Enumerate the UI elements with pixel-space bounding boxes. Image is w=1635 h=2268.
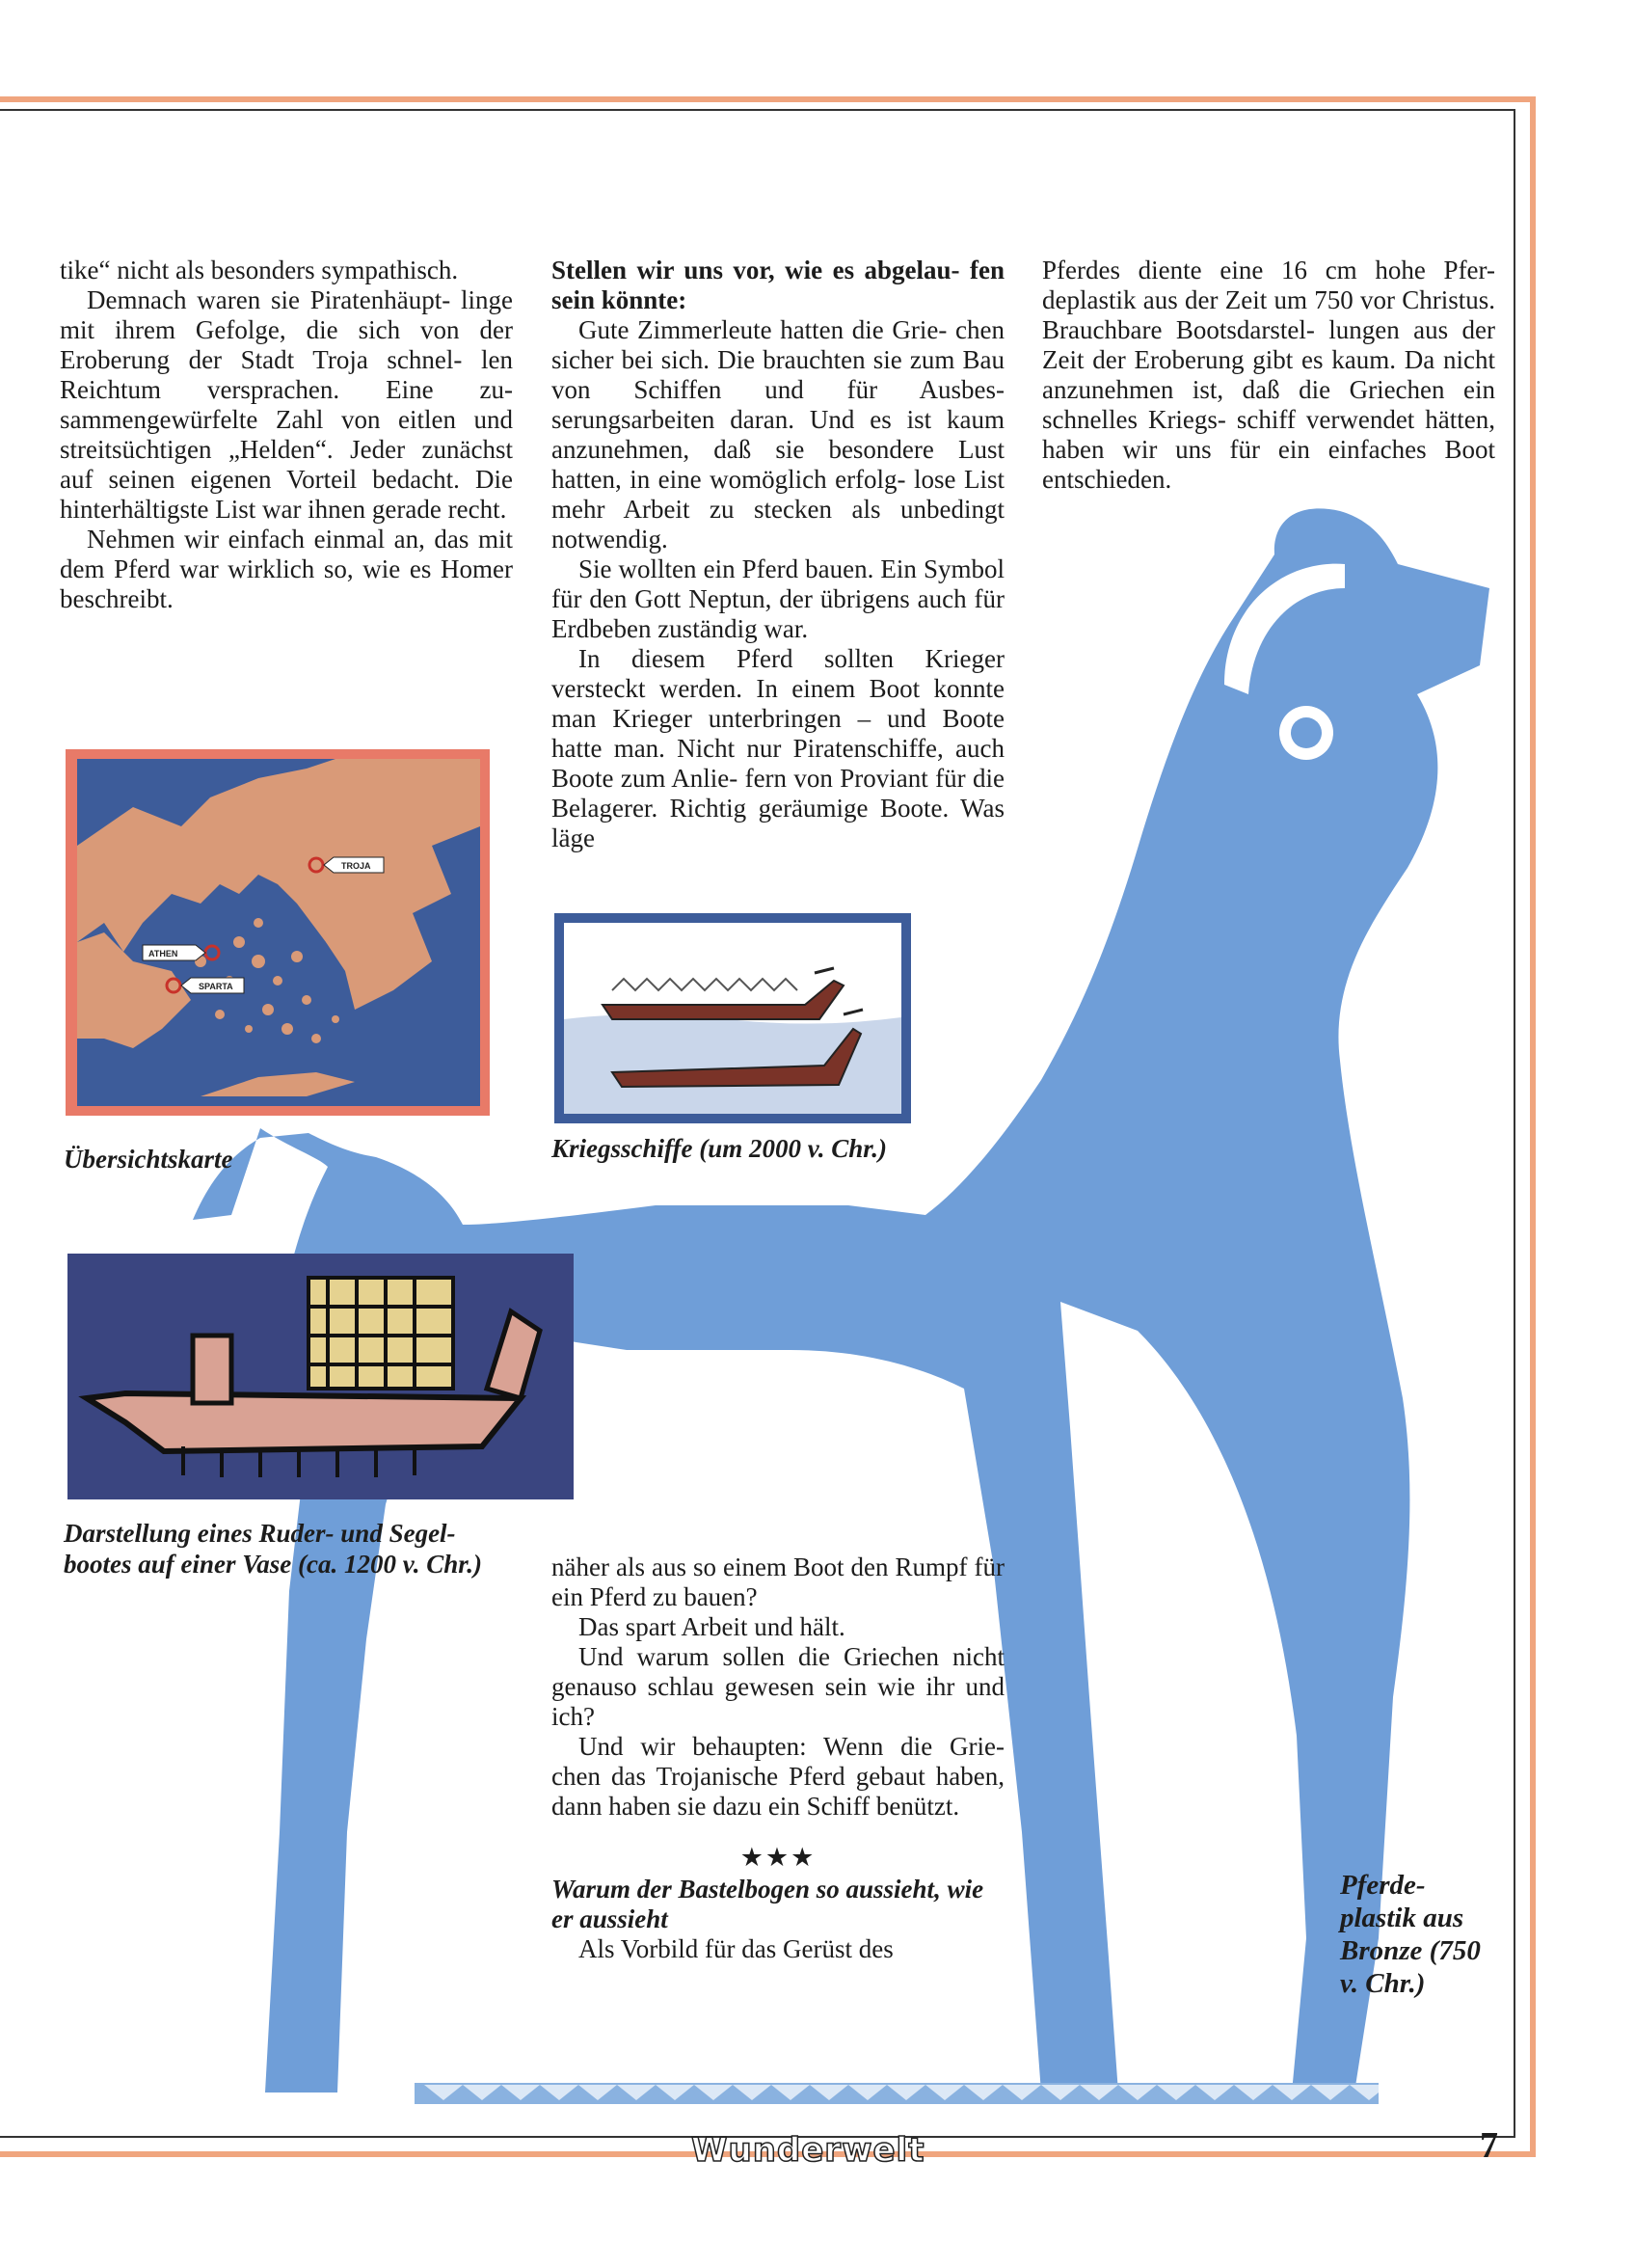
col2b-paragraph-5: Als Vorbild für das Gerüst des: [578, 1934, 894, 1963]
col1-paragraph-3: Nehmen wir einfach einmal an, das mit dem Pferd war wirklich so, wie es Homer beschreibt.: [60, 525, 513, 613]
column-2-text: [551, 256, 1005, 853]
map-figure: [66, 749, 490, 1116]
page-number: 7: [1480, 2125, 1498, 2166]
vase-ship-figure: [67, 1254, 574, 1499]
horse-caption: Pferde- plastik aus Bronze (750 v. Chr.): [1340, 1870, 1481, 1999]
wunderwelt-logo: Wunderwelt: [691, 2131, 925, 2170]
map-label-troja: TROJA: [341, 861, 371, 871]
col2-heading: Stellen wir uns vor, wie es abgelau- fen sein könnte:: [551, 256, 1005, 314]
col2b-paragraph-4: Und wir behaupten: Wenn die Grie- chen das Trojanische Pferd gebaut haben, dann haben sie dazu ein Schiff benützt.: [551, 1732, 1005, 1821]
warships-image: [554, 913, 911, 1123]
col3-paragraph-1: Pferdes diente eine 16 cm hohe Pfer- deplastik aus der Zeit um 750 vor Christus. Brauchbare Bootsdarstel- lungen aus der Zeit der Eroberung gibt es kaum. Da nicht anzunehmen ist, daß die Griechen ein schnelles Kriegs- schiff verwendet hätten, haben wir uns für ein einfaches Boot entschieden.: [1042, 256, 1495, 494]
col2b-paragraph-1: näher als aus so einem Boot den Rumpf für ein Pferd zu bauen?: [551, 1552, 1005, 1611]
column-1-text: [60, 256, 513, 614]
col2-paragraph-3: In diesem Pferd sollten Krieger versteckt werden. In einem Boot konnte man Krieger unterbringen – und Boote hatte man. Nicht nur Piratenschiffe, auch Boote zum Anlie- fern von Proviant für die Belagerer. Richtig geräumige Boote. Was läge: [551, 644, 1005, 852]
vase-ship-image: [67, 1254, 574, 1499]
map-label-sparta: SPARTA: [199, 982, 233, 991]
col2b-paragraph-3: Und warum sollen die Griechen nicht genauso schlau gewesen sein wie ihr und ich?: [551, 1642, 1005, 1731]
col2-paragraph-2: Sie wollten ein Pferd bauen. Ein Symbol für den Gott Neptun, der übrigens auch für Erdbeben zuständig war.: [551, 554, 1005, 643]
column-2b-text: [551, 1552, 1005, 1964]
col1-paragraph-1: tike“ nicht als besonders sympathisch.: [60, 256, 459, 284]
warships-figure: [554, 913, 911, 1123]
vase-ship-caption: Darstellung eines Ruder- und Segel- bootes auf einer Vase (ca. 1200 v. Chr.): [64, 1519, 482, 1579]
map-image: [66, 749, 490, 1116]
warships-caption: Kriegsschiffe (um 2000 v. Chr.): [551, 1134, 888, 1163]
column-3-text: [1042, 256, 1495, 495]
section-divider-stars: ★★★: [739, 1843, 817, 1872]
col2b-paragraph-2: Das spart Arbeit und hält.: [578, 1612, 845, 1641]
map-caption: Übersichtskarte: [64, 1145, 233, 1174]
col2-paragraph-1: Gute Zimmerleute hatten die Grie- chen sicher bei sich. Die brauchten sie zum Bau von Schiffen und für Ausbes- serungsarbeiten daran. Und es ist kaum anzunehmen, daß sie besondere Lust hatten, in eine womöglich erfolg- lose List mehr Arbeit zu stecken als unbedingt notwendig.: [551, 315, 1005, 554]
col2b-subheading: Warum der Bastelbogen so aussieht, wie er aussieht: [551, 1875, 984, 1933]
map-label-athen: ATHEN: [148, 949, 178, 958]
col1-paragraph-2: Demnach waren sie Piratenhäupt- linge mit ihrem Gefolge, die sich von der Eroberung der Stadt Troja schnel- len Reichtum versprachen. Eine zu- sammengewürfelte Zahl von eitlen und streitsüchtigen „Helden“. Jeder zunächst auf seinen eigenen Vorteil bedacht. Die hinterhältigste List war ihnen gerade recht.: [60, 285, 513, 524]
